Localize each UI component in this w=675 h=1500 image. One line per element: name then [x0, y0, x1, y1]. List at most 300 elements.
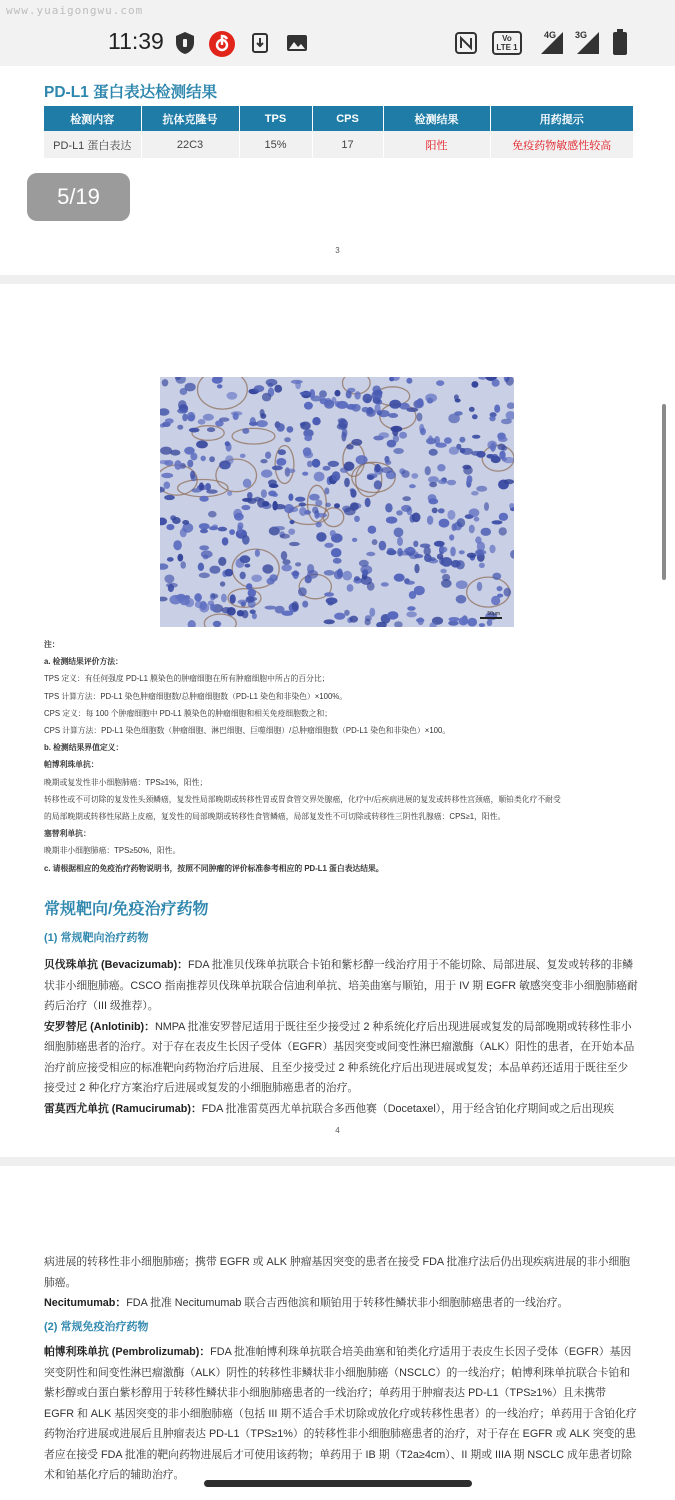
- cell-nucleus: [312, 417, 320, 425]
- battery-icon: [612, 29, 628, 56]
- cell-nucleus: [506, 411, 514, 420]
- cell-nucleus: [469, 525, 475, 534]
- cell-nucleus: [289, 542, 300, 546]
- cell-nucleus: [300, 422, 311, 430]
- cell-nucleus: [344, 478, 350, 487]
- cell-nucleus: [173, 540, 182, 550]
- cell-nucleus: [407, 606, 415, 611]
- cell-nucleus: [164, 575, 174, 584]
- cell-nucleus: [365, 619, 371, 626]
- note-line: 的局部晚期或转移性尿路上皮癌，复发性的局部晚期或转移性食管鳞癌，局部复发性不可切除或转移性三阴性乳腺癌：CPS≥1，阳性。: [44, 812, 506, 822]
- cell-nucleus: [300, 391, 312, 395]
- cell-nucleus: [324, 570, 335, 576]
- cell-nucleus: [416, 413, 422, 422]
- cell-nucleus: [344, 507, 356, 515]
- image-icon: [286, 34, 308, 52]
- cell-nucleus: [417, 398, 424, 407]
- page-indicator[interactable]: 5/19: [27, 173, 130, 221]
- cell-nucleus: [229, 529, 235, 535]
- drug-entry: [44, 1293, 638, 1314]
- cell-nucleus: [475, 549, 484, 557]
- cell-nucleus: [397, 548, 403, 557]
- scale-bar: [480, 617, 502, 619]
- cell-nucleus: [449, 534, 454, 540]
- cell-nucleus: [208, 511, 217, 518]
- cell-nucleus: [387, 611, 398, 619]
- cell-nucleus: [381, 582, 389, 586]
- cell-nucleus: [189, 428, 200, 433]
- volte-icon: [492, 31, 522, 55]
- cell-nucleus: [402, 496, 411, 501]
- drug-text: FDA 批准贝伐珠单抗联合卡铂和紫杉醇一线治疗用于不能切除、局部进展、复发或转移的非鳞状非小细胞肺癌。CSCO 指南推荐贝伐珠单抗联合信迪利单抗、培美曲塞与顺铂，用于 IV 期 EGFR 敏感突变非小细胞肺癌耐药后治疗（III 级推荐）。: [44, 959, 638, 1012]
- cell-nucleus: [379, 541, 387, 551]
- cell-nucleus: [208, 601, 214, 606]
- cell-nucleus: [320, 398, 328, 404]
- membrane-stain: [192, 426, 224, 441]
- cell-nucleus: [437, 554, 443, 560]
- table-cell: PD-L1 蛋白表达: [44, 131, 141, 158]
- cell-nucleus: [295, 497, 305, 502]
- cell-nucleus: [262, 393, 271, 402]
- cell-nucleus: [265, 452, 271, 459]
- cell-nucleus: [469, 407, 475, 412]
- cell-nucleus: [256, 420, 268, 427]
- cell-nucleus: [354, 391, 360, 399]
- cell-nucleus: [379, 432, 390, 438]
- cell-nucleus: [401, 470, 409, 478]
- cell-nucleus: [160, 597, 168, 602]
- cell-nucleus: [462, 465, 471, 470]
- cell-nucleus: [182, 520, 189, 525]
- cell-nucleus: [367, 475, 374, 480]
- page-number: 3: [335, 246, 340, 255]
- cell-nucleus: [168, 584, 174, 592]
- cell-nucleus: [479, 563, 485, 568]
- cell-nucleus: [444, 437, 452, 444]
- cell-nucleus: [225, 569, 234, 577]
- drug-list: [44, 955, 638, 1119]
- cell-nucleus: [394, 528, 404, 538]
- cell-nucleus: [217, 384, 223, 388]
- cell-nucleus: [389, 400, 401, 409]
- cell-nucleus: [227, 491, 232, 496]
- cell-nucleus: [437, 464, 445, 471]
- cell-nucleus: [287, 426, 294, 433]
- cell-nucleus: [222, 607, 232, 614]
- cell-nucleus: [199, 496, 208, 502]
- cell-nucleus: [180, 528, 187, 537]
- cell-nucleus: [499, 527, 507, 535]
- cell-nucleus: [334, 570, 343, 579]
- drug-entry: [44, 1017, 638, 1099]
- drug-entry: [44, 955, 638, 1017]
- cell-nucleus: [165, 418, 174, 424]
- cell-nucleus: [295, 562, 301, 566]
- cell-nucleus: [368, 526, 377, 534]
- drug-name: 安罗替尼 (Anlotinib)：: [44, 1020, 155, 1033]
- cell-nucleus: [375, 404, 381, 414]
- cell-nucleus: [305, 575, 312, 583]
- cell-nucleus: [356, 455, 368, 465]
- cell-nucleus: [177, 408, 188, 413]
- cell-nucleus: [497, 586, 503, 591]
- cell-nucleus: [477, 582, 483, 591]
- cell-nucleus: [209, 526, 218, 530]
- notes-block: [44, 636, 644, 877]
- document-page-4: [0, 284, 675, 1157]
- cell-nucleus: [334, 503, 340, 508]
- cell-nucleus: [501, 419, 512, 425]
- page-number: 4: [335, 1126, 340, 1135]
- cell-nucleus: [260, 459, 267, 463]
- cell-nucleus: [366, 552, 375, 556]
- cell-nucleus: [324, 543, 333, 548]
- cell-nucleus: [394, 621, 403, 627]
- cell-nucleus: [272, 466, 283, 471]
- cell-nucleus: [352, 538, 357, 542]
- cell-nucleus: [440, 547, 447, 553]
- cell-nucleus: [176, 377, 186, 384]
- cell-nucleus: [211, 594, 218, 599]
- cell-nucleus: [447, 510, 455, 520]
- cell-nucleus: [416, 618, 424, 622]
- cell-nucleus: [459, 550, 465, 554]
- cell-nucleus: [497, 433, 506, 440]
- cell-nucleus: [456, 580, 468, 589]
- cell-nucleus: [349, 616, 358, 623]
- cell-nucleus: [401, 505, 411, 512]
- cell-nucleus: [406, 378, 412, 384]
- cell-nucleus: [438, 479, 447, 484]
- volte-bottom-label: LTE 1: [496, 43, 518, 52]
- cell-nucleus: [177, 554, 183, 562]
- cell-nucleus: [367, 582, 375, 591]
- cell-nucleus: [265, 606, 277, 610]
- cell-nucleus: [354, 576, 360, 581]
- cell-nucleus: [393, 448, 404, 454]
- cell-nucleus: [405, 581, 415, 585]
- cell-nucleus: [254, 385, 264, 392]
- cell-nucleus: [298, 587, 307, 596]
- cell-nucleus: [299, 502, 306, 506]
- cell-nucleus: [469, 508, 480, 517]
- document-page-3: [0, 66, 675, 275]
- cell-nucleus: [312, 507, 318, 514]
- cell-nucleus: [324, 619, 335, 624]
- cell-nucleus: [335, 390, 341, 397]
- note-line: 帕博利珠单抗：: [44, 760, 99, 770]
- table-cell: 15%: [239, 131, 312, 158]
- table-header: 检测内容: [44, 106, 141, 131]
- cell-nucleus: [312, 459, 321, 468]
- membrane-stain: [232, 428, 275, 444]
- cell-nucleus: [333, 558, 342, 564]
- drug-name: 帕博利珠单抗 (Pembrolizumab)：: [44, 1346, 211, 1358]
- cell-nucleus: [347, 584, 354, 592]
- gesture-nav-bar[interactable]: [204, 1480, 472, 1487]
- cell-nucleus: [292, 601, 299, 611]
- cell-nucleus: [268, 480, 277, 486]
- cell-nucleus: [374, 464, 380, 472]
- cell-nucleus: [409, 484, 416, 488]
- cell-nucleus: [492, 520, 503, 524]
- cell-nucleus: [475, 536, 481, 543]
- cell-nucleus: [420, 544, 431, 548]
- cell-nucleus: [242, 535, 250, 545]
- watermark: www.yuaigongwu.com: [6, 4, 144, 17]
- cell-nucleus: [381, 467, 393, 473]
- cell-nucleus: [251, 575, 262, 582]
- cell-nucleus: [237, 610, 244, 616]
- cell-nucleus: [218, 557, 226, 566]
- cell-nucleus: [250, 610, 256, 615]
- cell-nucleus: [267, 383, 273, 387]
- cell-nucleus: [507, 402, 514, 409]
- cell-nucleus: [162, 379, 169, 386]
- cell-nucleus: [282, 611, 294, 616]
- cell-nucleus: [406, 611, 417, 617]
- cell-nucleus: [434, 541, 445, 547]
- ihc-microscopy-image: [160, 377, 514, 627]
- shield-icon: [174, 31, 196, 55]
- table-cell: 17: [312, 131, 383, 158]
- cell-nucleus: [362, 569, 368, 576]
- drug-entry: [44, 1342, 638, 1486]
- cell-nucleus: [268, 491, 276, 497]
- cell-nucleus: [199, 545, 209, 550]
- cell-nucleus: [428, 494, 437, 502]
- cell-nucleus: [499, 513, 508, 521]
- note-line: 塞替利单抗：: [44, 829, 91, 839]
- cell-nucleus: [246, 583, 252, 590]
- download-icon: [252, 33, 268, 53]
- cell-nucleus: [369, 608, 375, 617]
- cell-nucleus: [489, 545, 495, 554]
- cell-nucleus: [245, 564, 251, 568]
- netease-music-icon: [208, 30, 236, 58]
- cell-nucleus: [359, 560, 369, 567]
- status-bar: [0, 0, 675, 66]
- cell-nucleus: [327, 602, 333, 606]
- cell-nucleus: [476, 486, 487, 492]
- cell-nucleus: [413, 541, 418, 547]
- document-page-5: [0, 1166, 675, 1500]
- cell-nucleus: [328, 461, 339, 467]
- membrane-stain: [198, 377, 248, 409]
- cell-nucleus: [451, 560, 461, 568]
- cell-nucleus: [242, 498, 252, 502]
- continued-text-block: [44, 1252, 638, 1314]
- cell-nucleus: [487, 620, 493, 626]
- table-header: 检测结果: [383, 106, 490, 131]
- cell-nucleus: [396, 510, 403, 515]
- cell-nucleus: [412, 513, 421, 523]
- cell-nucleus: [304, 435, 312, 441]
- cell-nucleus: [479, 623, 485, 627]
- cell-nucleus: [260, 409, 265, 417]
- subsection-immuno: (2) 常规免疫治疗药物: [44, 1321, 149, 1333]
- cell-nucleus: [456, 595, 467, 604]
- table-row: [44, 131, 634, 158]
- cell-nucleus: [388, 413, 398, 418]
- scrollbar-thumb[interactable]: [662, 404, 666, 580]
- cell-nucleus: [307, 564, 314, 574]
- cell-nucleus: [429, 482, 437, 487]
- cell-nucleus: [199, 482, 204, 490]
- cell-nucleus: [276, 458, 286, 466]
- cell-nucleus: [481, 528, 492, 536]
- cell-nucleus: [180, 561, 186, 569]
- cell-nucleus: [299, 507, 307, 516]
- drug-name: Necitumumab：: [44, 1297, 127, 1309]
- cell-nucleus: [188, 620, 196, 627]
- membrane-stain: [467, 577, 510, 607]
- cell-nucleus: [350, 488, 355, 492]
- cell-nucleus: [439, 519, 450, 528]
- cell-nucleus: [167, 557, 174, 562]
- cell-nucleus: [440, 569, 446, 574]
- cell-nucleus: [302, 601, 308, 608]
- nfc-icon: [455, 32, 477, 54]
- cell-nucleus: [187, 460, 193, 468]
- cell-nucleus: [491, 596, 500, 606]
- cell-nucleus: [287, 469, 296, 473]
- cell-nucleus: [290, 520, 295, 524]
- cell-nucleus: [227, 392, 238, 400]
- cell-nucleus: [467, 475, 473, 483]
- cell-nucleus: [346, 444, 353, 449]
- cell-nucleus: [387, 440, 397, 448]
- cell-nucleus: [486, 454, 494, 459]
- cell-nucleus: [441, 579, 452, 588]
- cell-nucleus: [303, 447, 312, 456]
- cell-nucleus: [198, 419, 206, 425]
- cell-nucleus: [316, 532, 326, 542]
- cell-nucleus: [460, 448, 466, 453]
- cell-nucleus: [196, 440, 208, 448]
- cell-nucleus: [198, 563, 204, 571]
- cell-nucleus: [394, 574, 405, 582]
- cell-nucleus: [187, 412, 195, 422]
- volte-top-label: Vo: [502, 34, 512, 43]
- cell-nucleus: [449, 447, 459, 455]
- cell-nucleus: [354, 516, 360, 522]
- cell-nucleus: [280, 534, 290, 539]
- cell-nucleus: [160, 563, 168, 569]
- note-line: 注：: [44, 640, 60, 649]
- cell-nucleus: [504, 479, 515, 484]
- cell-nucleus: [200, 529, 208, 533]
- cell-nucleus: [436, 380, 444, 386]
- cell-nucleus: [207, 427, 215, 432]
- cell-nucleus: [284, 437, 291, 442]
- cell-nucleus: [497, 444, 505, 451]
- cell-nucleus: [492, 379, 500, 387]
- result-positive-cell: 阳性: [383, 131, 490, 158]
- cell-nucleus: [257, 498, 265, 508]
- cell-nucleus: [241, 505, 250, 510]
- note-line: CPS 计算方法：PD-L1 染色细胞数（肿瘤细胞、淋巴细胞、巨噬细胞）/总肿瘤细胞数（PD-L1 染色和非染色）×100。: [44, 726, 451, 736]
- network-4g-label: 4G: [544, 30, 557, 40]
- cell-nucleus: [324, 488, 329, 495]
- drug-hint-cell: 免疫药物敏感性较高: [490, 131, 634, 158]
- cell-nucleus: [447, 480, 456, 486]
- cell-nucleus: [255, 549, 260, 557]
- cell-nucleus: [392, 427, 398, 436]
- cell-nucleus: [504, 588, 512, 597]
- cell-nucleus: [243, 479, 252, 488]
- cell-nucleus: [199, 573, 210, 579]
- cell-nucleus: [506, 377, 514, 386]
- membrane-stain: [343, 377, 371, 394]
- cell-nucleus: [319, 390, 327, 398]
- cell-nucleus: [194, 593, 202, 601]
- section-title-pdl1: PD-L1 蛋白表达检测结果: [44, 84, 218, 101]
- drug-text: NMPA 批准安罗替尼适用于既往至少接受过 2 种系统化疗后出现进展或复发的局部晚期或转移性非小细胞肺癌患者的治疗。对于存在表皮生长因子受体（EGFR）基因突变或间变性淋巴瘤激酶（ALK）阳性的患者，在开始本品治疗前应接受相应的标准靶向药物治疗后进展、且至少接受过 2 种系统化疗后出现进展或复发；本品单药还适用于既往至少接受过 2 种化疗方案治疗后进展或复发的小细胞肺癌患者的治疗。: [44, 1020, 635, 1094]
- table-cell: 22C3: [141, 131, 239, 158]
- cell-nucleus: [195, 601, 203, 608]
- cell-nucleus: [304, 402, 313, 410]
- cell-nucleus: [492, 573, 501, 580]
- cell-nucleus: [351, 439, 362, 446]
- note-line: 晚期非小细胞肺癌：TPS≥50%，阳性。: [44, 846, 181, 856]
- cell-nucleus: [487, 441, 497, 450]
- note-line: 转移性或不可切除的复发性头颈鳞癌，复发性局部晚期或转移性胃或胃食管交界处腺癌，化疗中/后疾病进展的复发或转移性宫颈癌，顺铂类化疗不耐受: [44, 794, 561, 804]
- cell-nucleus: [424, 554, 432, 562]
- note-line: a. 检测结果评价方法：: [44, 657, 123, 667]
- cell-nucleus: [472, 414, 478, 419]
- cell-nucleus: [344, 462, 355, 471]
- cell-nucleus: [212, 377, 223, 384]
- cell-nucleus: [291, 571, 299, 576]
- cell-nucleus: [288, 494, 293, 501]
- cell-nucleus: [472, 435, 480, 439]
- table-header: CPS: [312, 106, 383, 131]
- drug-name: 贝伐珠单抗 (Bevacizumab)：: [44, 959, 188, 971]
- cell-nucleus: [346, 391, 352, 399]
- cell-nucleus: [467, 553, 476, 558]
- cell-nucleus: [276, 423, 284, 432]
- cell-nucleus: [429, 449, 438, 456]
- cell-nucleus: [240, 454, 246, 458]
- cell-nucleus: [262, 564, 273, 573]
- cell-nucleus: [284, 504, 294, 513]
- cell-nucleus: [425, 466, 431, 475]
- cell-nucleus: [240, 572, 246, 580]
- cell-nucleus: [365, 498, 371, 507]
- cell-nucleus: [222, 537, 229, 545]
- cell-nucleus: [190, 471, 195, 479]
- cell-nucleus: [185, 383, 196, 392]
- cell-nucleus: [174, 460, 181, 470]
- cell-nucleus: [288, 529, 295, 535]
- cell-nucleus: [316, 522, 322, 528]
- cell-nucleus: [233, 412, 239, 420]
- cell-nucleus: [323, 466, 331, 471]
- note-line: c. 请根据相应的免疫治疗药物说明书，按照不同肿瘤的评价标准参考相应的 PD-L1 蛋白表达结果。: [44, 863, 384, 873]
- cell-nucleus: [172, 517, 181, 524]
- cell-nucleus: [309, 494, 320, 501]
- cell-nucleus: [219, 417, 229, 421]
- cell-nucleus: [459, 437, 465, 443]
- cell-nucleus: [397, 537, 403, 546]
- cell-nucleus: [489, 416, 495, 422]
- cell-nucleus: [291, 380, 303, 384]
- cell-nucleus: [240, 555, 251, 563]
- cell-nucleus: [164, 482, 171, 489]
- cell-nucleus: [230, 594, 236, 603]
- cell-nucleus: [427, 516, 433, 525]
